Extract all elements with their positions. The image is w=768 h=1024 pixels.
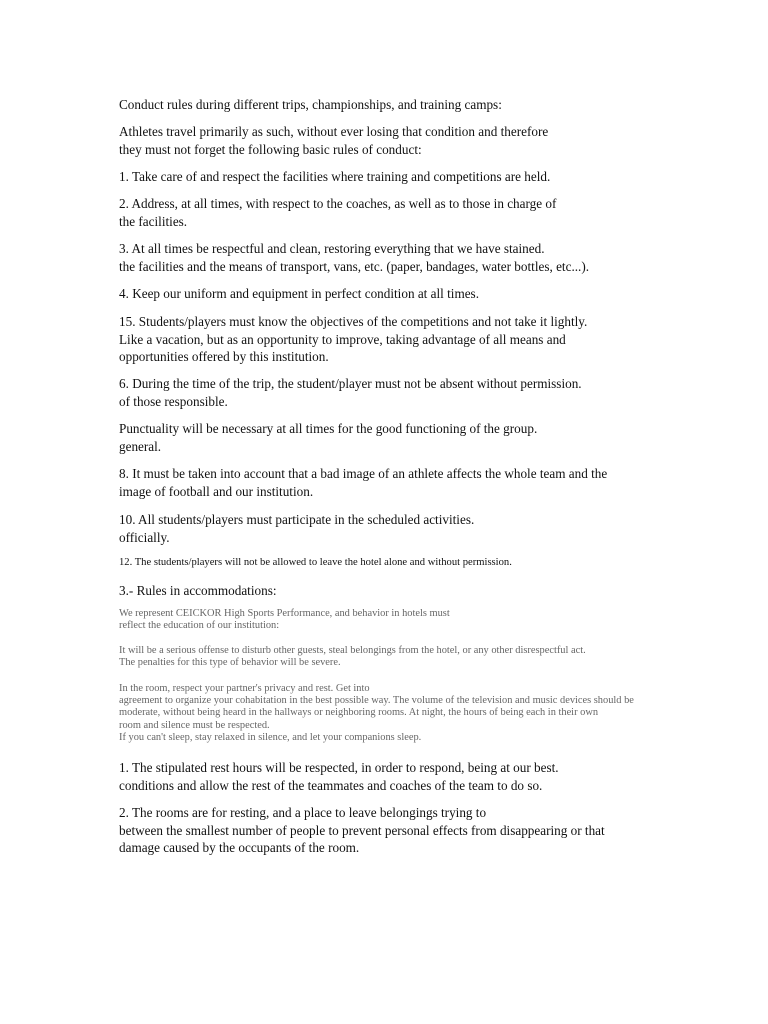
text-line: We represent CEICKOR High Sports Performance, and behavior in hotels must — [119, 608, 450, 619]
text-line: 2. The rooms are for resting, and a place to leave belongings trying to — [119, 805, 487, 820]
text-line: Punctuality will be necessary at all times for the good functioning of the group. — [119, 421, 538, 436]
text-line: It will be a serious offense to disturb other guests, steal belongings from the hotel, or any other disrespectful act. — [119, 645, 586, 656]
text-line: 4. Keep our uniform and equipment in perfect condition at all times. — [119, 286, 479, 301]
text-line: If you can't sleep, stay relaxed in silence, and let your companions sleep. — [119, 731, 422, 743]
text-line: 1. Take care of and respect the facilities where training and competitions are held. — [119, 169, 551, 184]
rule-3 — [119, 240, 719, 275]
rule-punctuality — [119, 420, 719, 455]
text-line: reflect the education of our institution: — [119, 620, 280, 632]
text-line: agreement to organize your cohabitation in the best possible way. The volume of the television and music devices should be — [119, 695, 634, 707]
accommodation-note-3 — [119, 683, 739, 744]
text-line: the facilities and the means of transport, vans, etc. (paper, bandages, water bottles, etc...). — [119, 258, 590, 274]
text-line: 6. During the time of the trip, the student/player must not be absent without permission. — [119, 376, 582, 391]
text-line: of those responsible. — [119, 393, 228, 409]
text-line: image of football and our institution. — [119, 483, 314, 499]
accommodation-note-2 — [119, 645, 719, 669]
text-line: officially. — [119, 529, 170, 545]
rule-10 — [119, 511, 719, 546]
heading-text: Conduct rules during different trips, championships, and training camps: — [119, 97, 502, 112]
section-heading — [119, 582, 719, 600]
text-line: damage caused by the occupants of the room. — [119, 840, 360, 855]
room-rule-1 — [119, 759, 719, 794]
text-line: 8. It must be taken into account that a bad image of an athlete affects the whole team and the — [119, 466, 608, 481]
text-line: between the smallest number of people to prevent personal effects from disappearing or that — [119, 822, 605, 838]
text-line: Like a vacation, but as an opportunity to improve, taking advantage of all means and — [119, 331, 566, 347]
text-line: 15. Students/players must know the objectives of the competitions and not take it lightly. — [119, 314, 588, 329]
rule-6 — [119, 375, 719, 410]
document-heading — [119, 96, 719, 114]
rule-2 — [119, 195, 719, 230]
accommodation-note-1 — [119, 608, 719, 632]
room-rule-2 — [119, 804, 719, 857]
text-line: 10. All students/players must participate in the scheduled activities. — [119, 512, 475, 527]
text-line: In the room, respect your partner's privacy and rest. Get into — [119, 683, 370, 694]
heading-text: 3.- Rules in accommodations: — [119, 583, 277, 598]
rule-12 — [119, 556, 719, 569]
text-line: general. — [119, 438, 162, 454]
text-line: 2. Address, at all times, with respect to the coaches, as well as to those in charge of — [119, 196, 557, 211]
text-line: conditions and allow the rest of the teammates and coaches of the team to do so. — [119, 777, 543, 793]
text-line: 1. The stipulated rest hours will be respected, in order to respond, being at our best. — [119, 760, 559, 775]
intro-paragraph — [119, 123, 719, 158]
text-line: Athletes travel primarily as such, without ever losing that condition and therefore — [119, 124, 549, 139]
text-line: they must not forget the following basic rules of conduct: — [119, 141, 422, 157]
text-line: opportunities offered by this institution. — [119, 349, 329, 364]
rule-15 — [119, 313, 719, 366]
rule-8 — [119, 465, 719, 500]
text-line: The penalties for this type of behavior will be severe. — [119, 657, 341, 669]
text-line: 12. The students/players will not be allowed to leave the hotel alone and without permission. — [119, 557, 512, 568]
text-line: moderate, without being heard in the hallways or neighboring rooms. At night, the hours of being each in their own — [119, 707, 599, 719]
text-line: 3. At all times be respectful and clean, restoring everything that we have stained. — [119, 241, 545, 256]
text-line: room and silence must be respected. — [119, 719, 270, 731]
rule-1 — [119, 168, 719, 186]
rule-4 — [119, 285, 719, 303]
text-line: the facilities. — [119, 213, 188, 229]
